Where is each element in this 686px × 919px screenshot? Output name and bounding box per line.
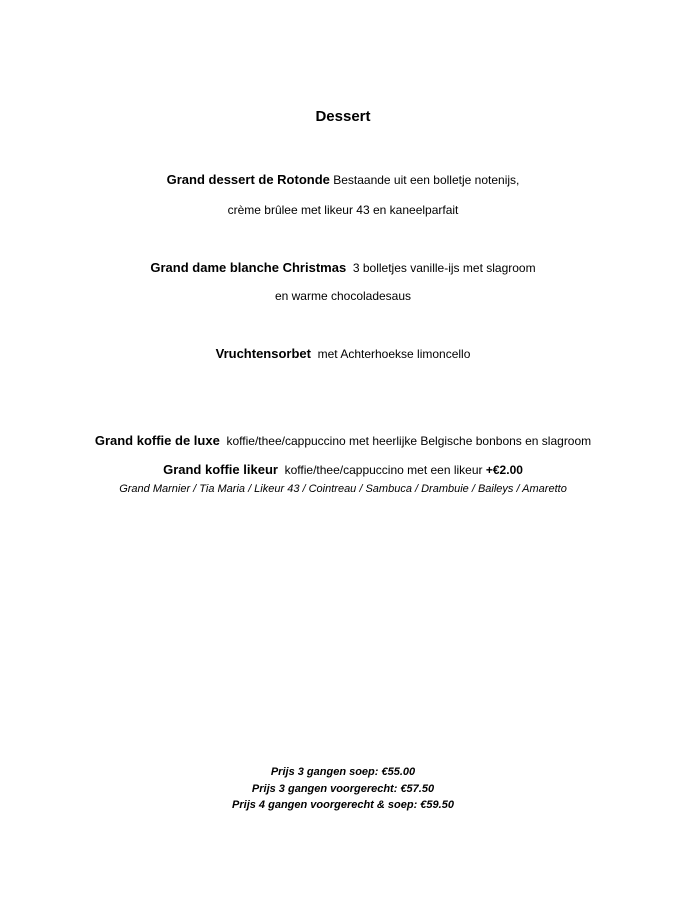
liqueur-options: Grand Marnier / Tia Maria / Likeur 43 / Cointreau / Sambuca / Drambuie / Baileys / Amaretto — [119, 483, 567, 495]
dessert-name: Grand dame blanche Christmas — [150, 260, 347, 275]
coffee-surcharge: +€2.00 — [485, 463, 523, 477]
coffee-name: Grand koffie de luxe — [94, 433, 220, 448]
price-3-courses-soup: Prijs 3 gangen soep: €55.00 — [270, 766, 416, 778]
coffee-description: koffie/thee/cappuccino met heerlijke Belgische bonbons en slagroom — [226, 434, 592, 448]
price-4-courses: Prijs 4 gangen voorgerecht & soep: €59.50 — [232, 799, 454, 811]
dessert-description: 3 bolletjes vanille-ijs met slagroom — [352, 261, 536, 275]
dessert-item-rotonde — [0, 172, 686, 188]
dessert-description: met Achterhoekse limoncello — [317, 347, 471, 361]
dessert-name: Vruchtensorbet — [215, 346, 311, 361]
coffee-name: Grand koffie likeur — [163, 462, 278, 477]
dessert-description-continued: en warme chocoladesaus — [274, 289, 412, 303]
price-3-courses-starter: Prijs 3 gangen voorgerecht: €57.50 — [251, 783, 435, 795]
dessert-description: Bestaande uit een bolletje notenijs, — [333, 173, 520, 187]
coffee-item-de-luxe — [0, 433, 686, 449]
dessert-name: Grand dessert de Rotonde — [166, 172, 330, 187]
dessert-item-sorbet — [0, 346, 686, 362]
dessert-item-dame-blanche — [0, 260, 686, 276]
page-title: Dessert — [315, 108, 371, 125]
coffee-description: koffie/thee/cappuccino met een likeur — [284, 463, 483, 477]
coffee-item-likeur — [0, 462, 686, 478]
dessert-description-continued: crème brûlee met likeur 43 en kaneelparfait — [227, 203, 459, 217]
